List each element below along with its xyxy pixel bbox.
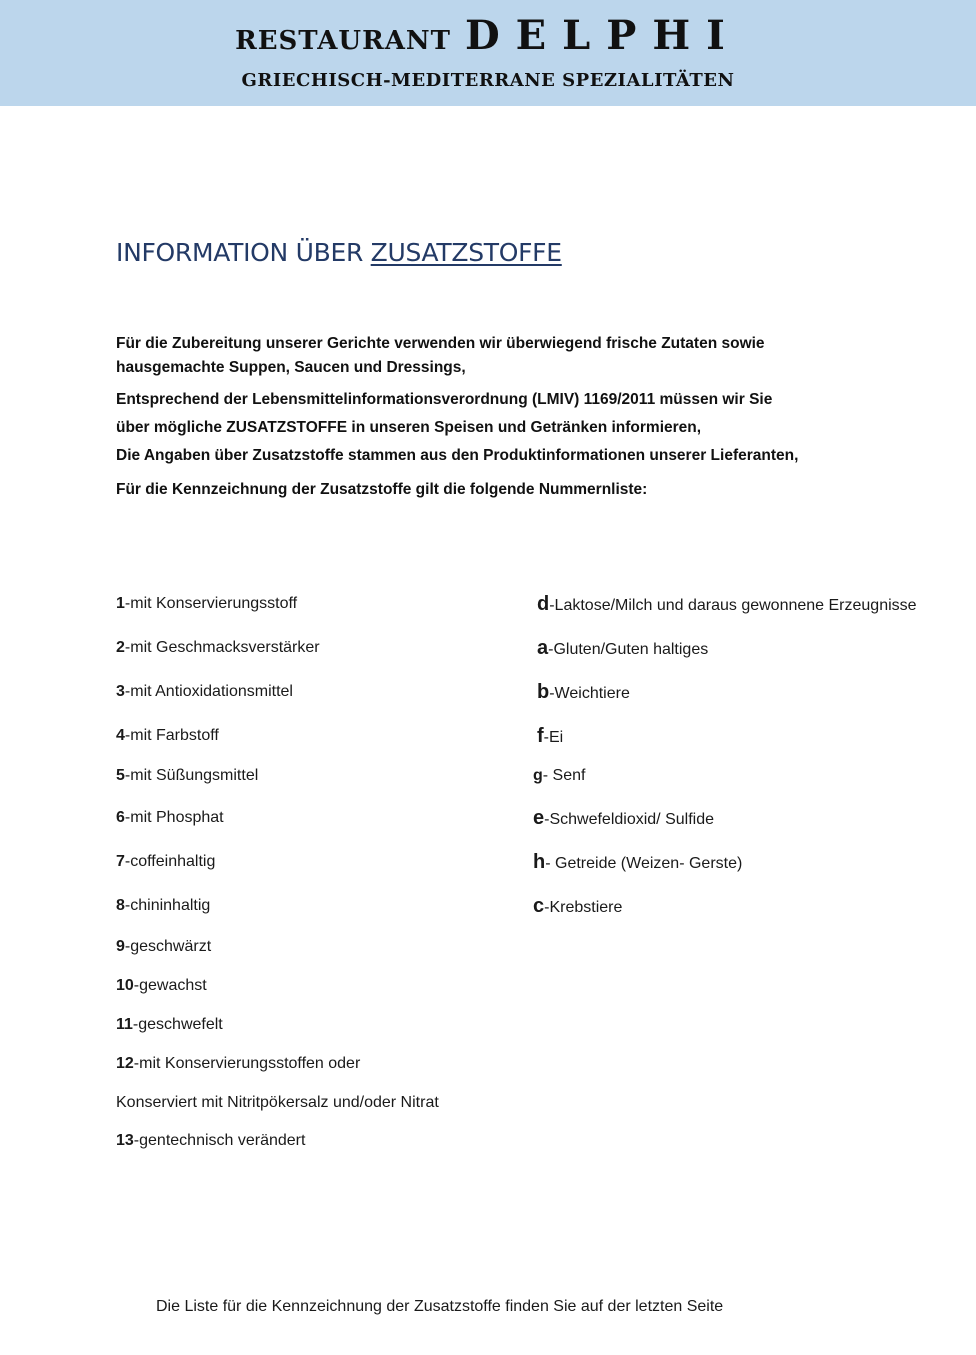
- additive-code: 4: [116, 727, 125, 744]
- footer-note: Die Liste für die Kennzeichnung der Zusatzstoffe finden Sie auf der letzten Seite: [156, 1298, 724, 1315]
- allergen-item: [533, 851, 742, 874]
- intro-line: Für die Zubereitung unserer Gerichte verwenden wir überwiegend frische Zutaten sowie: [116, 335, 765, 352]
- heading-part-2: ZUSATZSTOFFE: [370, 238, 562, 267]
- additive-item: [116, 897, 210, 915]
- additive-code: 7: [116, 853, 125, 870]
- allergen-item: [533, 767, 585, 785]
- allergen-code: g: [533, 767, 543, 784]
- restaurant-subtitle: GRIECHISCH-MEDITERRANE SPEZIALITÄTEN: [241, 70, 735, 91]
- intro-line: Für die Kennzeichnung der Zusatzstoffe gilt die folgende Nummernliste:: [116, 481, 648, 498]
- additive-item: [116, 1094, 439, 1112]
- allergen-text: -Laktose/Milch und daraus gewonnene Erzeugnisse: [549, 597, 917, 614]
- allergen-item: [537, 593, 917, 616]
- additive-item: [116, 1016, 223, 1034]
- additive-code: 8: [116, 897, 125, 914]
- allergen-text: -Schwefeldioxid/ Sulfide: [544, 811, 714, 828]
- additive-item: [116, 767, 258, 785]
- additive-item: [116, 595, 297, 613]
- allergen-item: [537, 725, 563, 748]
- additive-text: -mit Konservierungsstoff: [124, 595, 298, 612]
- additive-text: Konserviert mit Nitritpökersalz und/oder Nitrat: [116, 1094, 439, 1111]
- additive-item: [116, 809, 224, 827]
- additive-item: [116, 938, 211, 956]
- additive-code: 12: [116, 1055, 134, 1072]
- additive-text: -mit Phosphat: [124, 809, 224, 826]
- additive-item: [116, 639, 320, 657]
- additive-text: -mit Antioxidationsmittel: [124, 683, 293, 700]
- restaurant-title: [0, 12, 976, 59]
- allergen-code: b: [537, 681, 550, 703]
- allergen-code: h: [533, 851, 546, 873]
- intro-line: über mögliche ZUSATZSTOFFE in unseren Speisen und Getränken informieren,: [116, 419, 702, 436]
- intro-line: Die Angaben über Zusatzstoffe stammen aus den Produktinformationen unserer Lieferanten,: [116, 447, 799, 464]
- additive-item: [116, 853, 215, 871]
- additive-code: 9: [116, 938, 125, 955]
- additive-item: [116, 727, 219, 745]
- title-restaurant-word: RESTAURANT: [235, 26, 451, 56]
- additive-code: 10: [116, 977, 134, 994]
- additive-code: 1: [116, 595, 125, 612]
- additive-code: 11: [116, 1016, 133, 1033]
- additive-code: 3: [116, 683, 125, 700]
- allergen-code: d: [537, 593, 550, 615]
- additive-text: -coffeinhaltig: [124, 853, 216, 870]
- allergen-code: a: [537, 637, 549, 659]
- allergen-item: [533, 807, 714, 830]
- allergen-text: - Getreide (Weizen- Gerste): [545, 855, 743, 872]
- allergen-item: [533, 895, 622, 918]
- allergen-text: -Krebstiere: [544, 899, 623, 916]
- additive-code: 2: [116, 639, 125, 656]
- additive-text: -gewachst: [133, 977, 207, 994]
- allergen-text: -Weichtiere: [549, 685, 630, 702]
- additive-text: -geschwefelt: [132, 1016, 223, 1033]
- additive-item: [116, 1055, 360, 1073]
- header-banner: [0, 0, 976, 106]
- additive-text: -mit Süßungsmittel: [124, 767, 259, 784]
- additive-text: -mit Konservierungsstoffen oder: [133, 1055, 361, 1072]
- allergen-text: - Senf: [542, 767, 586, 784]
- allergen-code: f: [537, 725, 544, 747]
- allergen-item: [537, 637, 708, 660]
- allergen-code: e: [533, 807, 545, 829]
- allergen-text: -Ei: [543, 729, 564, 746]
- additive-code: 13: [116, 1132, 134, 1149]
- additive-item: [116, 977, 207, 995]
- intro-line: Entsprechend der Lebensmittelinformationsverordnung (LMIV) 1169/2011 müssen wir Sie: [116, 391, 773, 408]
- heading-part-1: INFORMATION ÜBER: [116, 238, 371, 267]
- additive-item: [116, 683, 293, 701]
- additive-text: -mit Farbstoff: [124, 727, 219, 744]
- additive-text: -chininhaltig: [124, 897, 211, 914]
- additive-text: -geschwärzt: [124, 938, 212, 955]
- additive-code: 6: [116, 809, 125, 826]
- allergen-code: c: [533, 895, 545, 917]
- intro-line: hausgemachte Suppen, Saucen und Dressings,: [116, 359, 466, 376]
- title-restaurant-name: DELPHI: [464, 12, 741, 59]
- page-heading: [116, 238, 562, 267]
- additive-code: 5: [116, 767, 125, 784]
- additive-text: -gentechnisch verändert: [133, 1132, 306, 1149]
- allergen-text: -Gluten/Guten haltiges: [548, 641, 709, 658]
- additive-item: [116, 1132, 305, 1150]
- additive-text: -mit Geschmacksverstärker: [124, 639, 320, 656]
- allergen-item: [537, 681, 630, 704]
